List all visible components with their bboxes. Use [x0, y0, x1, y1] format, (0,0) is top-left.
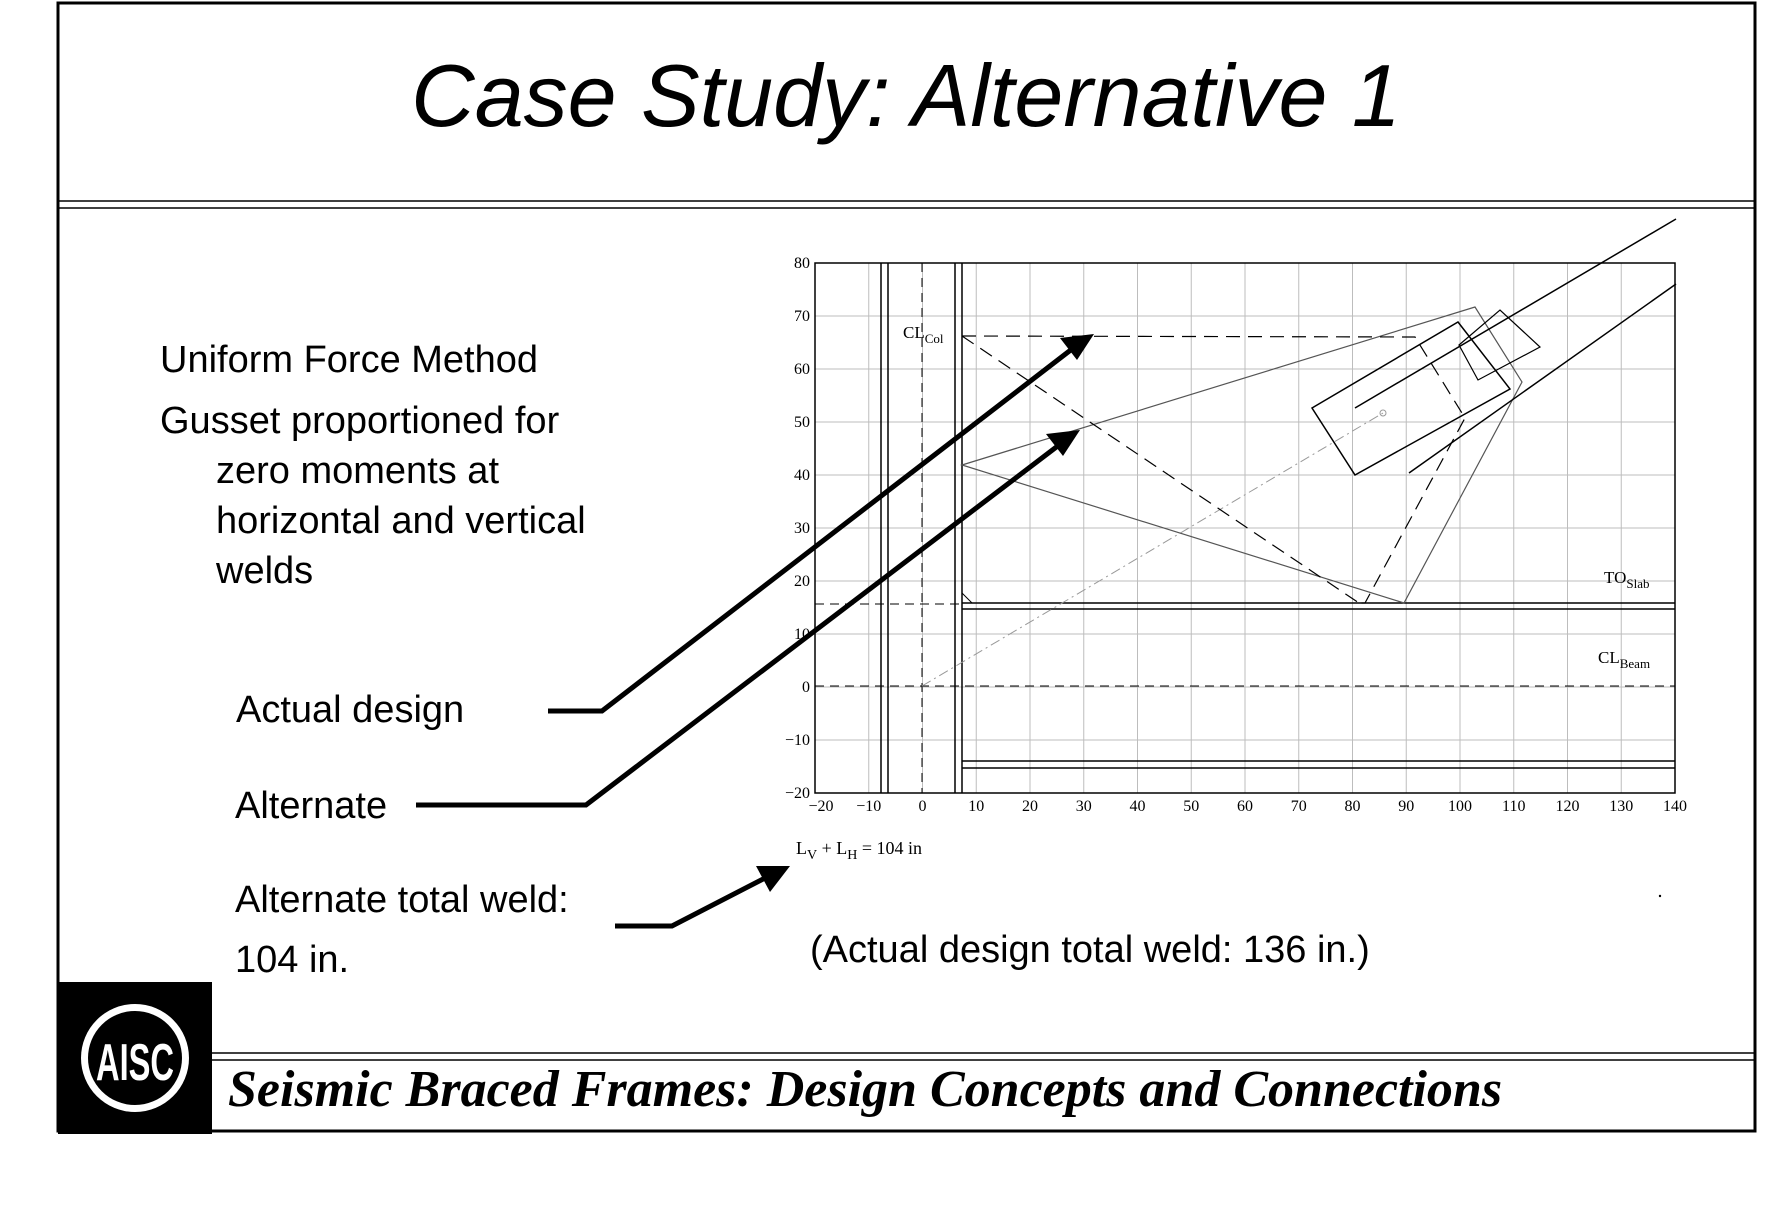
y-tick-label: 60: [794, 361, 810, 378]
y-tick-label: 50: [794, 414, 810, 431]
x-tick-label: −10: [856, 798, 882, 815]
y-tick-label: 0: [802, 679, 810, 696]
x-tick-label: 10: [968, 798, 985, 815]
x-tick-label: 100: [1448, 798, 1472, 815]
x-tick-label: −20: [808, 798, 834, 815]
pointer-weld-equation: [615, 866, 790, 926]
brace-end-plate: [1312, 322, 1510, 475]
x-axis-ticks: [808, 798, 1687, 815]
y-tick-label: 10: [794, 626, 810, 643]
brace-work-line: [922, 413, 1383, 686]
x-tick-label: 90: [1398, 798, 1415, 815]
x-tick-label: 20: [1022, 798, 1038, 815]
label-alternate: Alternate: [235, 785, 388, 827]
bullet-uniform-force-method: Uniform Force Method: [160, 339, 539, 381]
y-tick-label: 20: [794, 573, 810, 590]
y-tick-label: 80: [794, 255, 810, 272]
x-tick-label: 110: [1502, 798, 1526, 815]
brace-upper-edge: [1355, 219, 1676, 408]
bullet-gusset-line-3: horizontal and vertical: [216, 500, 586, 542]
arrow-actual-design-line: [548, 349, 1072, 711]
pointer-alternate: [416, 430, 1080, 805]
label-actual-total-weld: (Actual design total weld: 136 in.): [810, 929, 1370, 971]
brace-lower-edge: [1409, 284, 1676, 473]
slide-title: Case Study: Alternative 1: [411, 46, 1401, 145]
x-tick-label: 30: [1075, 798, 1092, 815]
x-tick-label: 130: [1609, 798, 1634, 815]
x-tick-label: 60: [1237, 798, 1253, 815]
x-tick-label: 0: [918, 798, 927, 815]
pointer-actual-design: [548, 334, 1094, 711]
y-axis-ticks: [785, 255, 810, 802]
label-actual-design: Actual design: [236, 689, 465, 731]
bullet-gusset-line-4: welds: [216, 550, 314, 592]
y-tick-label: −10: [784, 732, 810, 749]
bullet-gusset-line-2: zero moments at: [216, 450, 499, 492]
slab-corner-tick: [962, 593, 972, 603]
footer-title: Seismic Braced Frames: Design Concepts and Connections: [228, 1061, 1503, 1118]
x-tick-label: 70: [1290, 798, 1307, 815]
bullet-gusset-line-1: Gusset proportioned for: [160, 400, 560, 442]
x-tick-label: 140: [1663, 798, 1687, 815]
x-tick-label: 40: [1129, 798, 1146, 815]
label-alternate-total-weld-line-2: 104 in.: [235, 939, 350, 981]
x-tick-label: 120: [1555, 798, 1580, 815]
to-slab-label: $TO_{Slab}$: [1604, 568, 1650, 591]
diagram-grid: [815, 263, 1675, 793]
arrow-weld-line: [615, 878, 765, 926]
y-tick-label: 40: [794, 467, 810, 484]
logo-text: AISC: [96, 1034, 174, 1092]
label-alternate-total-weld-line-1: Alternate total weld:: [235, 879, 569, 921]
gusset-diagram: [785, 219, 1687, 863]
weld-length-equation: $L_V + L_H = 104$ in: [796, 838, 923, 863]
cl-col-label: $CL_{Col}$: [903, 323, 944, 346]
y-tick-label: 70: [794, 308, 810, 325]
actual-gusset-diagonal-edge: [962, 336, 1359, 603]
y-tick-label: −20: [784, 785, 810, 802]
stray-dot: [1659, 895, 1661, 897]
x-tick-label: 80: [1344, 798, 1361, 815]
x-tick-label: 50: [1183, 798, 1200, 815]
y-tick-label: 30: [794, 520, 810, 537]
aisc-logo: [58, 982, 212, 1134]
cl-beam-label: $CL_{Beam}$: [1598, 648, 1651, 671]
